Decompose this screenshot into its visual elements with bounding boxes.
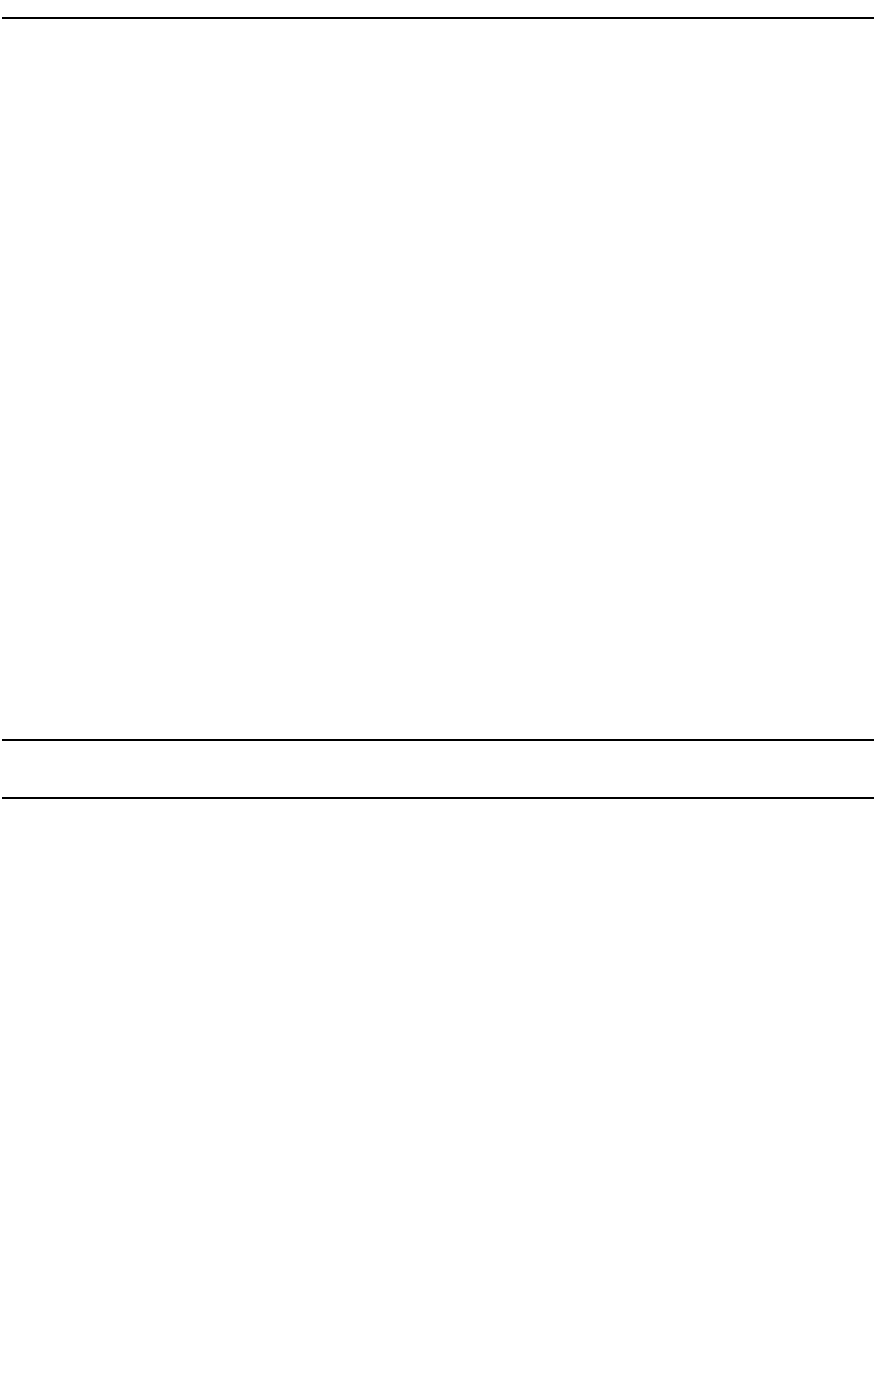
help-wanted-section	[2, 17, 874, 739]
service-directory-section	[2, 798, 874, 1392]
home-service-guide-banner	[2, 739, 874, 799]
page-masthead	[4, 3, 872, 15]
